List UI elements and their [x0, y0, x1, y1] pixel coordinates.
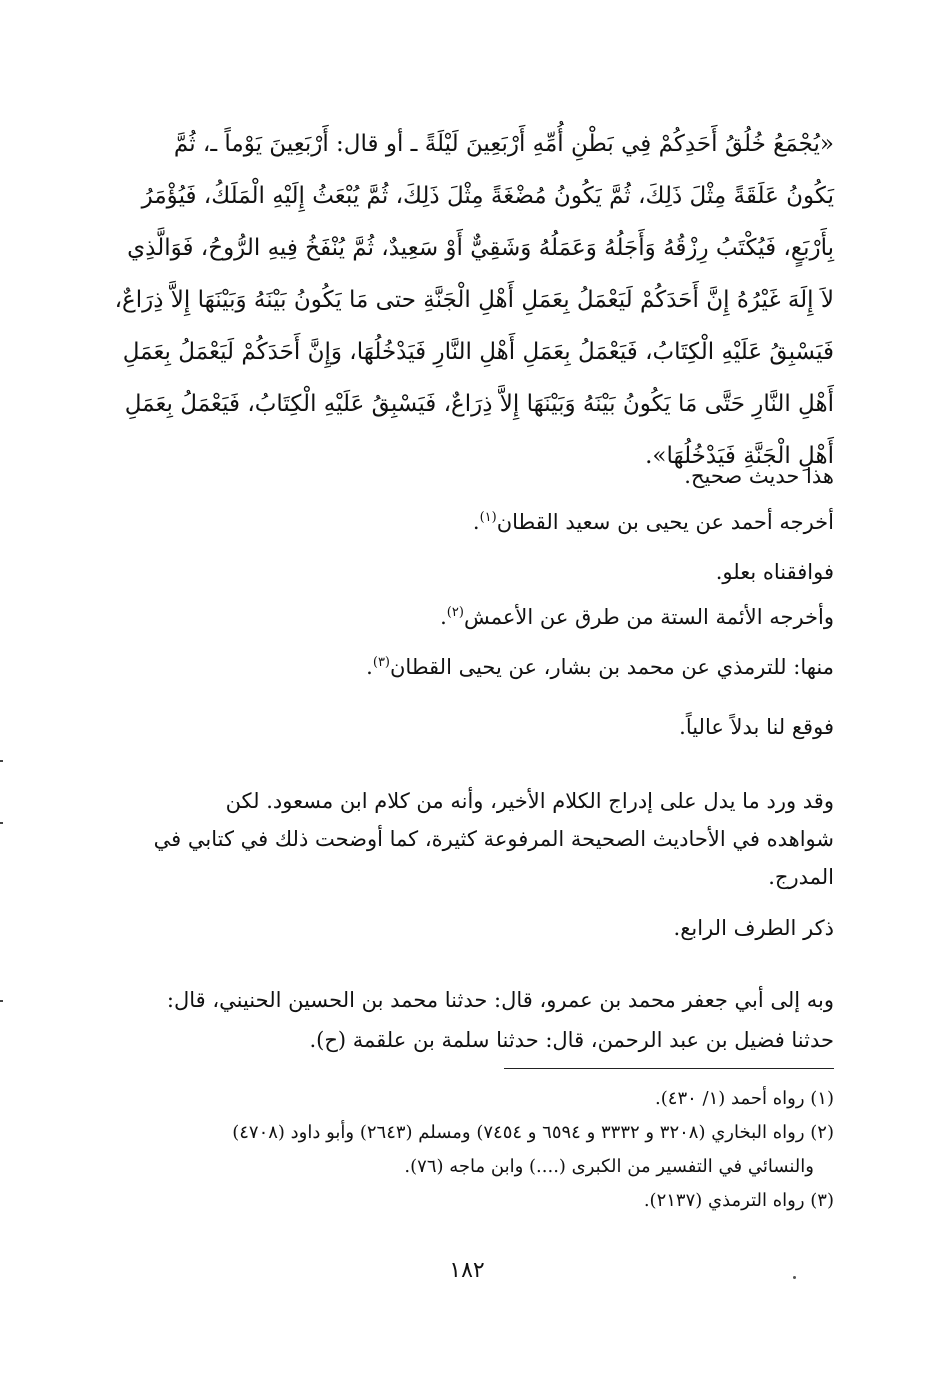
- hadith-line: فَيَسْبِقُ عَلَيْهِ الْكِتَابُ، فَيَعْمَلُ بِعَمَلِ أَهْلِ النَّارِ فَيَدْخُلُهَا، وَإِنَّ أَحَدَكُمْ لَيَعْمَلُ بِعَمَلِ: [122, 339, 834, 365]
- hadith-line: بِأَرْبَعٍ، فَيُكْتَبُ رِزْقُهُ وَأَجَلُهُ وَعَمَلُهُ وَشَقِيٌّ أَوْ سَعِيدٌ، ثُمَّ يُنْفَخُ فِيهِ الرُّوحُ، فَوَالَّذِي: [127, 235, 834, 261]
- margin-mark: [0, 822, 3, 824]
- footnote-3: (٣) رواه الترمذي (٢١٣٧).: [643, 1190, 834, 1211]
- paragraph-elevated: فوقع لنا بدلاً عالياً.: [679, 715, 834, 739]
- paragraph-ahmad-end: .: [472, 510, 480, 534]
- paragraph-six-imams: [440, 605, 834, 629]
- margin-mark: [0, 760, 3, 762]
- hadith-line: أَهْلِ النَّارِ حَتَّى مَا يَكُونُ بَيْنَهُ وَبَيْنَهَا إِلاَّ ذِرَاعٌ، فَيَسْبِقُ عَلَيْهِ الْكِتَابُ، فَيَعْمَلُ بِعَمَلِ: [124, 391, 834, 417]
- paragraph-agreement: فوافقناه بعلو.: [715, 560, 834, 584]
- paragraph-chain-line: وبه إلى أبي جعفر محمد بن عمرو، قال: حدثنا محمد بن الحسين الحنيني، قال:: [166, 988, 834, 1012]
- paragraph-tirmidhi: [366, 655, 834, 679]
- footnote-ref-1[interactable]: (١): [479, 510, 497, 525]
- paragraph-chain: [112, 980, 834, 1060]
- paragraph-ahmad-text: أخرجه أحمد عن يحيى بن سعيد القطان: [496, 510, 834, 534]
- footnote-divider: [504, 1068, 834, 1069]
- hadith-line: لاَ إِلَهَ غَيْرُهُ إِنَّ أَحَدَكُمْ لَيَعْمَلُ بِعَمَلِ أَهْلِ الْجَنَّةِ حتى مَا يَكُونُ بَيْنَهُ وَبَيْنَهَا إِلاَّ ذِرَاعٌ،: [114, 287, 834, 313]
- page-number: ١٨٢: [449, 1258, 485, 1283]
- footnote-ref-2[interactable]: (٢): [446, 605, 464, 620]
- footnote-1: (١) رواه أحمد (١/ ٤٣٠).: [655, 1088, 834, 1109]
- paragraph-six-imams-end: .: [440, 605, 447, 629]
- hadith-line: أَهْلِ الْجَنَّةِ فَيَدْخُلُهَا».: [645, 443, 834, 469]
- scan-speck: [793, 1276, 796, 1279]
- hadith-line: يَكُونُ عَلَقَةً مِثْلَ ذَلِكَ، ثُمَّ يَكُونُ مُضْغَةً مِثْلَ ذَلِكَ، ثُمَّ يُبْعَثُ إِلَيْهِ الْمَلَكُ، فَيُؤْمَرُ: [141, 183, 834, 209]
- paragraph-tirmidhi-text: منها: للترمذي عن محمد بن بشار، عن يحيى القطان: [390, 655, 834, 679]
- hadith-text: [112, 118, 834, 482]
- margin-mark: [0, 1000, 3, 1002]
- paragraph-idraj-line: شواهده في الأحاديث الصحيحة المرفوعة كثيرة، كما أوضحت ذلك في كتابي في: [153, 827, 834, 851]
- paragraph-chain-line: حدثنا فضيل بن عبد الرحمن، قال: حدثنا سلمة بن علقمة (ح).: [309, 1028, 834, 1052]
- paragraph-idraj-line: وقد ورد ما يدل على إدراج الكلام الأخير، وأنه من كلام ابن مسعود. لكن: [225, 789, 834, 813]
- paragraph-idraj: [112, 782, 834, 896]
- paragraph-authenticity: هذا حديث صحيح.: [684, 464, 834, 488]
- hadith-line: «يُجْمَعُ خُلُقُ أَحَدِكُمْ فِي بَطْنِ أُمِّهِ أَرْبَعِينَ لَيْلَةً ـ أو قال: أَرْبَعِينَ يَوْماً ـ، ثُمَّ: [173, 131, 834, 157]
- paragraph-fourth-route: ذكر الطرف الرابع.: [673, 916, 834, 940]
- footnotes: [100, 1082, 834, 1218]
- paragraph-six-imams-text: وأخرجه الأئمة الستة من طرق عن الأعمش: [463, 605, 834, 629]
- paragraph-tirmidhi-end: .: [366, 655, 373, 679]
- paragraph-idraj-line: المدرج.: [768, 865, 834, 889]
- footnote-2-continued: والنسائي في التفسير من الكبرى (....) وابن ماجه (٧٦).: [404, 1156, 814, 1177]
- footnote-ref-3[interactable]: (٣): [372, 655, 390, 670]
- paragraph-ahmad: [473, 510, 834, 534]
- footnote-2: (٢) رواه البخاري (٣٢٠٨ و ٣٣٣٢ و ٦٥٩٤ و ٧٤٥٤) ومسلم (٢٦٤٣) وأبو داود (٤٧٠٨): [232, 1122, 834, 1143]
